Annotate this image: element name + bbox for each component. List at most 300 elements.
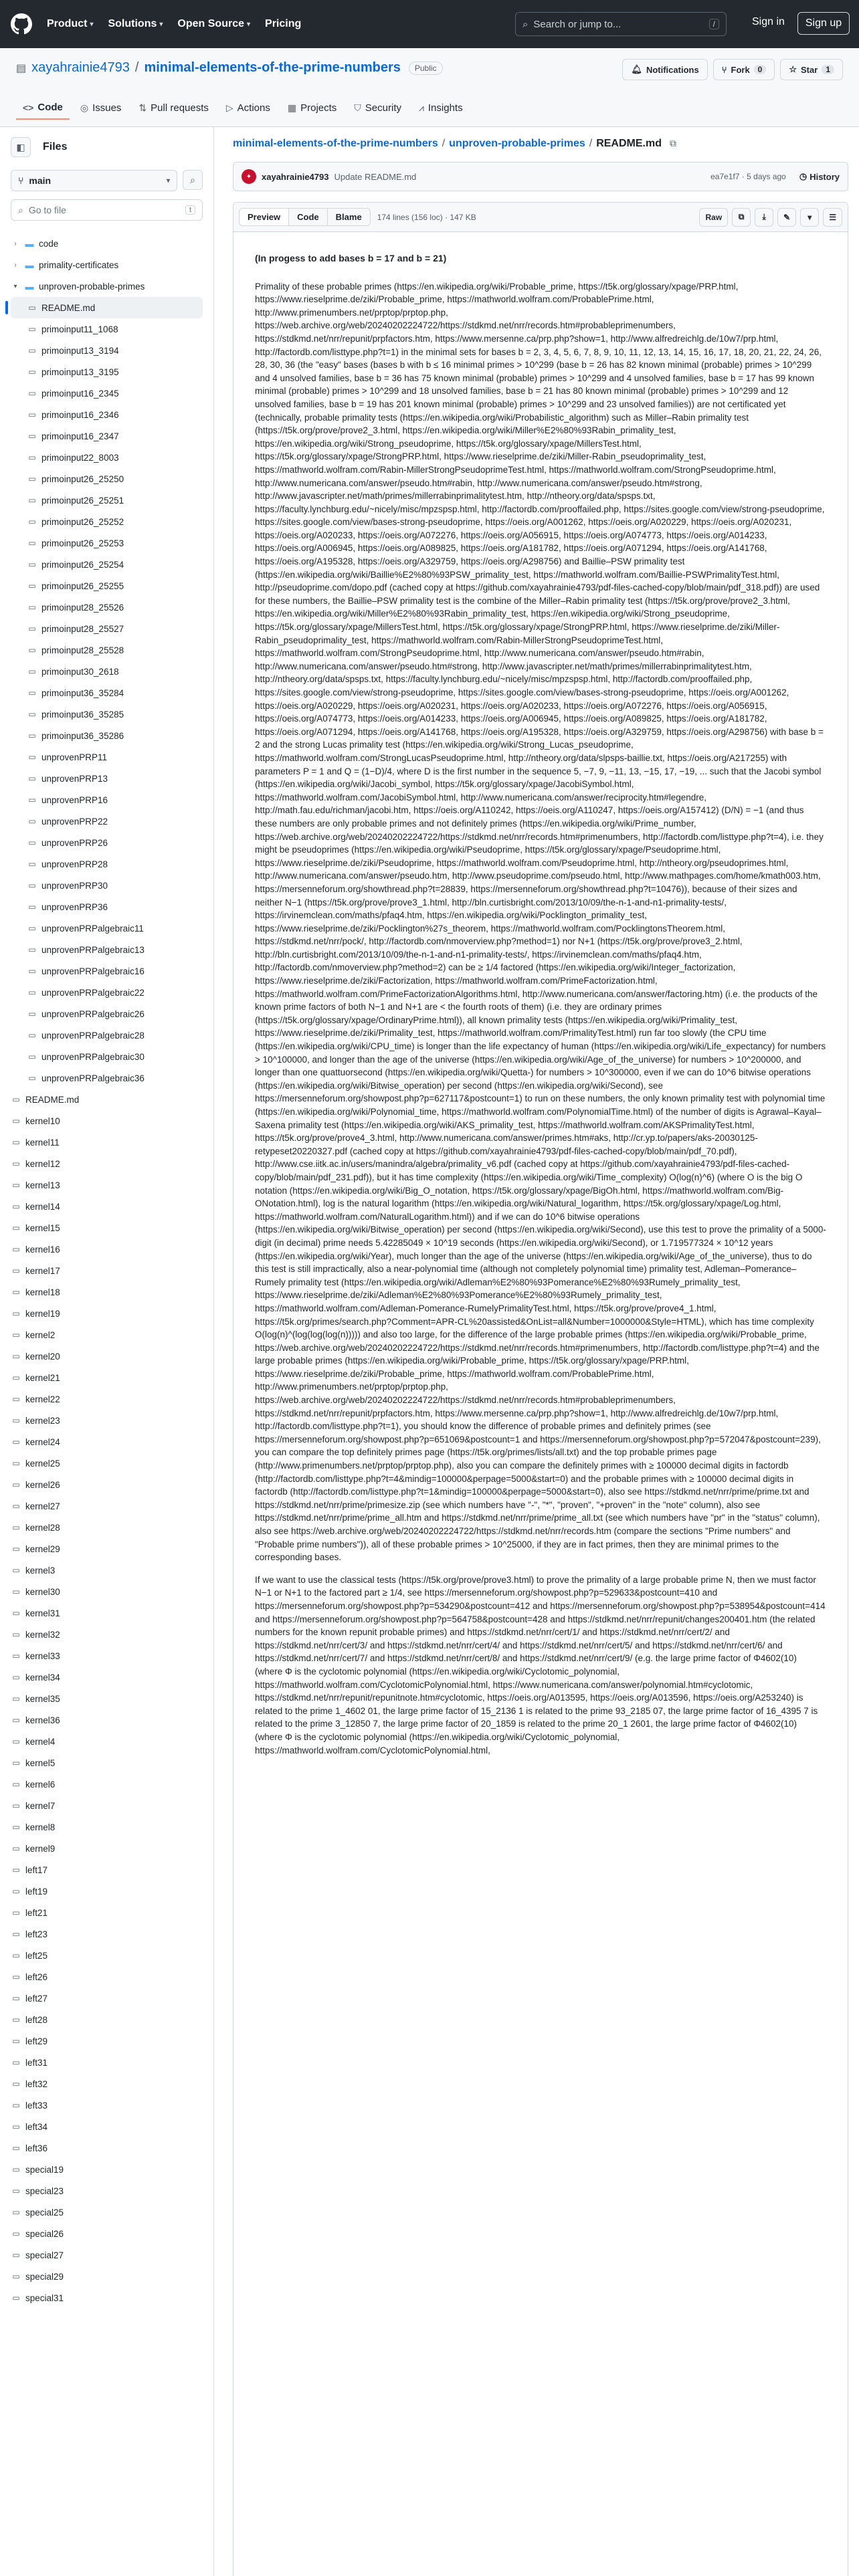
- file-icon: ▭: [12, 1544, 20, 1553]
- tree-item-label: kernel30: [25, 1586, 60, 1597]
- file-icon: ▭: [12, 1673, 20, 1682]
- tree-item-label: left31: [25, 2057, 48, 2068]
- tree-file[interactable]: [11, 1667, 203, 1688]
- file-icon: ▭: [12, 2122, 20, 2131]
- tree-item-label: left25: [25, 1950, 48, 1961]
- tree-item-label: unprovenPRP30: [41, 880, 108, 891]
- file-icon: ▭: [12, 1651, 20, 1660]
- copy-icon: ⧉: [738, 212, 745, 221]
- tree-item-label: kernel4: [25, 1736, 56, 1747]
- tree-item-label: unprovenPRPalgebraic30: [41, 1051, 145, 1062]
- tree-file[interactable]: [11, 2159, 203, 2180]
- tree-item-label: left34: [25, 2121, 48, 2132]
- chevron-down-icon: ▾: [166, 177, 170, 185]
- file-icon: ▭: [12, 1480, 20, 1489]
- tree-item-label: primoinput13_3194: [41, 345, 119, 356]
- chevron-right-icon[interactable]: ›: [14, 239, 17, 247]
- github-logo-icon[interactable]: [11, 13, 32, 35]
- history-icon: ◷: [799, 171, 807, 181]
- tree-file[interactable]: [11, 1752, 203, 1774]
- download-icon: ⤓: [762, 212, 766, 221]
- tree-file[interactable]: [11, 318, 203, 340]
- tree-item-label: unprovenPRP22: [41, 816, 108, 827]
- file-icon: ▭: [28, 752, 36, 762]
- search-files-button[interactable]: [183, 170, 203, 190]
- file-icon: ▭: [12, 1994, 20, 2003]
- star-button[interactable]: [780, 59, 843, 80]
- readme-heading: (In progess to add bases b = 17 and b = 21): [255, 253, 447, 263]
- tab-projects-label: Projects: [300, 102, 337, 114]
- edit-button[interactable]: [777, 208, 796, 227]
- tree-file[interactable]: [11, 1431, 203, 1453]
- file-icon: ▭: [12, 1694, 20, 1703]
- file-icon: ▭: [28, 453, 36, 462]
- pencil-icon: ✎: [783, 212, 791, 222]
- file-icon: ▭: [12, 1352, 20, 1361]
- tree-file[interactable]: [11, 896, 203, 918]
- file-icon: ▭: [12, 1202, 20, 1211]
- tree-item-label: kernel33: [25, 1650, 60, 1661]
- tab-pull-requests[interactable]: [132, 96, 215, 120]
- nav-pricing-label: Pricing: [265, 18, 302, 29]
- tree-file[interactable]: [11, 2223, 203, 2244]
- tree-item-label: kernel25: [25, 1458, 60, 1469]
- tree-item-label: primoinput30_2618: [41, 666, 119, 677]
- tree-item-label: kernel15: [25, 1222, 60, 1233]
- tree-item-label: primoinput16_2346: [41, 409, 119, 420]
- tree-item-label: kernel23: [25, 1415, 60, 1426]
- file-icon: ▭: [28, 389, 36, 398]
- history-button[interactable]: [799, 171, 840, 182]
- tree-item-label: kernel3: [25, 1565, 56, 1576]
- branch-row: [11, 170, 203, 191]
- tree-item-label: unprovenPRPalgebraic13: [41, 944, 145, 955]
- tree-file[interactable]: [11, 425, 203, 447]
- tree-file[interactable]: [11, 1003, 203, 1025]
- collapse-sidebar-button[interactable]: [11, 137, 31, 157]
- file-icon: ▭: [12, 1951, 20, 1960]
- tree-file[interactable]: [11, 1346, 203, 1367]
- repo-title-separator: /: [134, 60, 139, 75]
- tree-file[interactable]: [11, 1602, 203, 1624]
- tree-item-label: primoinput26_25252: [41, 516, 124, 527]
- tree-item-label: unprovenPRPalgebraic36: [41, 1073, 145, 1083]
- file-icon: ▭: [28, 603, 36, 612]
- avatar[interactable]: ✦: [242, 169, 256, 184]
- tree-item-label: kernel32: [25, 1629, 60, 1640]
- tree-file[interactable]: [11, 618, 203, 639]
- file-tools: [699, 208, 842, 227]
- branch-selector[interactable]: [11, 170, 177, 191]
- tree-item-label: unprovenPRP11: [41, 752, 108, 762]
- file-icon: ▭: [12, 1715, 20, 1725]
- tree-item-label: kernel18: [25, 1287, 60, 1297]
- tab-projects[interactable]: [281, 96, 343, 120]
- file-icon: ▭: [12, 2250, 20, 2260]
- file-meta: 174 lines (156 loc) · 147 KB: [377, 212, 476, 222]
- file-icon: ▭: [12, 1245, 20, 1254]
- tree-item-label: kernel16: [25, 1244, 60, 1255]
- tree-file[interactable]: [11, 2009, 203, 2030]
- file-icon: ▭: [28, 1031, 36, 1040]
- tree-file[interactable]: [11, 1153, 203, 1174]
- tree-item-label: left26: [25, 1971, 48, 1982]
- go-to-file-input[interactable]: [11, 199, 203, 221]
- file-icon: ▭: [12, 2143, 20, 2153]
- tab-pull-requests-label: Pull requests: [151, 102, 209, 114]
- tree-file[interactable]: [11, 1303, 203, 1324]
- tree-file[interactable]: [11, 511, 203, 532]
- file-icon: ▭: [12, 1822, 20, 1832]
- tree-file[interactable]: [11, 1795, 203, 1816]
- repo-name-link[interactable]: minimal-elements-of-the-prime-numbers: [144, 60, 401, 75]
- tree-file[interactable]: [11, 532, 203, 554]
- tree-file[interactable]: [11, 2052, 203, 2073]
- file-icon: ▭: [28, 945, 36, 954]
- sidebar-header: [11, 135, 203, 159]
- tree-file[interactable]: [11, 575, 203, 597]
- tree-file[interactable]: [11, 853, 203, 875]
- tree-file[interactable]: [11, 2095, 203, 2116]
- tree-file[interactable]: [11, 597, 203, 618]
- tree-file[interactable]: [11, 704, 203, 725]
- file-icon: ▭: [28, 774, 36, 783]
- tree-file[interactable]: [11, 1816, 203, 1838]
- tree-file[interactable]: [11, 2180, 203, 2202]
- global-search[interactable]: [515, 12, 727, 36]
- file-icon: ▭: [28, 367, 36, 377]
- file-icon: ▭: [12, 2186, 20, 2195]
- tree-item-label: kernel22: [25, 1394, 60, 1404]
- file-icon: ▭: [12, 2272, 20, 2281]
- tree-item-label: kernel34: [25, 1672, 60, 1683]
- code-tab[interactable]: Code: [289, 209, 328, 225]
- file-icon: ▭: [28, 517, 36, 526]
- tab-insights-label: Insights: [427, 102, 463, 114]
- tree-file[interactable]: [11, 1624, 203, 1645]
- file-icon: ▭: [12, 2101, 20, 2110]
- tree-file[interactable]: [11, 297, 203, 318]
- tree-item-label: kernel7: [25, 1800, 56, 1811]
- tree-item-label: primoinput26_25251: [41, 495, 124, 506]
- breadcrumb-file: README.md: [596, 138, 662, 149]
- tree-item-label: kernel31: [25, 1608, 60, 1618]
- tree-file[interactable]: [11, 2202, 203, 2223]
- tree-file[interactable]: [11, 1217, 203, 1239]
- tree-file[interactable]: [11, 1709, 203, 1731]
- repo-owner-link[interactable]: xayahrainie4793: [31, 60, 130, 75]
- tab-issues[interactable]: [74, 96, 128, 120]
- tree-file[interactable]: [11, 1025, 203, 1046]
- tree-item-label: README.md: [41, 302, 96, 313]
- repo-title: [16, 60, 443, 76]
- tree-item-label: primoinput26_25253: [41, 538, 124, 548]
- tree-item-label: primoinput28_25527: [41, 623, 124, 634]
- file-icon: ▭: [28, 1052, 36, 1061]
- tree-file[interactable]: [11, 1774, 203, 1795]
- tree-item-label: left17: [25, 1864, 48, 1875]
- tree-file[interactable]: [11, 1881, 203, 1902]
- tree-item-label: special19: [25, 2164, 64, 2175]
- file-icon: ▭: [12, 1929, 20, 1939]
- file-icon: ▭: [12, 1844, 20, 1853]
- tree-file[interactable]: [11, 2244, 203, 2266]
- file-icon: ▭: [12, 1223, 20, 1232]
- breadcrumb-repo[interactable]: minimal-elements-of-the-prime-numbers: [233, 138, 438, 149]
- file-icon: ▭: [28, 303, 36, 312]
- commit-message[interactable]: Update README.md: [334, 171, 417, 182]
- tree-folder[interactable]: [11, 254, 203, 276]
- tree-file[interactable]: [11, 1966, 203, 1988]
- folder-icon: ▬: [25, 259, 34, 270]
- tree-item-label: special25: [25, 2207, 64, 2218]
- tree-file[interactable]: [11, 2116, 203, 2137]
- tree-file[interactable]: [11, 447, 203, 468]
- tree-file[interactable]: [11, 1260, 203, 1281]
- tab-insights[interactable]: [412, 96, 470, 120]
- tree-file[interactable]: [11, 468, 203, 490]
- tree-file[interactable]: [11, 1581, 203, 1602]
- chevron-down-icon[interactable]: ▾: [13, 282, 17, 290]
- file-icon: ▭: [28, 431, 36, 441]
- slash-shortcut-icon: /: [709, 19, 719, 29]
- search-icon: ⌕: [190, 174, 195, 185]
- tree-folder[interactable]: [11, 276, 203, 297]
- tree-file[interactable]: [11, 682, 203, 704]
- tree-file[interactable]: [11, 1281, 203, 1303]
- download-button[interactable]: [755, 208, 773, 227]
- tree-file[interactable]: [11, 1517, 203, 1538]
- tree-item-label: left32: [25, 2078, 48, 2089]
- sign-up-button[interactable]: Sign up: [797, 12, 850, 35]
- tree-item-label: kernel12: [25, 1158, 60, 1169]
- tab-security-label: Security: [365, 102, 401, 114]
- file-icon: ▭: [12, 1972, 20, 1981]
- tree-file[interactable]: [11, 1174, 203, 1196]
- tree-file[interactable]: [11, 1988, 203, 2009]
- tab-actions-label: Actions: [237, 102, 270, 114]
- tree-file[interactable]: [11, 1731, 203, 1752]
- file-icon: ▭: [12, 1373, 20, 1382]
- breadcrumb-folder[interactable]: unproven-probable-primes: [449, 138, 585, 149]
- file-icon: ▭: [12, 1116, 20, 1125]
- copy-path-icon[interactable]: ⧉: [669, 138, 676, 148]
- tree-file[interactable]: [11, 1089, 203, 1110]
- tab-code[interactable]: [16, 96, 70, 120]
- branch-name: main: [29, 175, 52, 186]
- fork-label: Fork: [731, 64, 750, 75]
- tree-item-label: left36: [25, 2143, 48, 2153]
- tree-file[interactable]: [11, 639, 203, 661]
- file-icon: ▭: [12, 2229, 20, 2238]
- file-icon: ▭: [28, 645, 36, 655]
- tree-file[interactable]: [11, 1474, 203, 1495]
- blame-tab[interactable]: Blame: [328, 209, 370, 225]
- tree-file[interactable]: [11, 2266, 203, 2287]
- file-icon: ▭: [28, 966, 36, 976]
- tree-file[interactable]: [11, 1923, 203, 1945]
- tree-file[interactable]: [11, 960, 203, 982]
- tree-item-label: primoinput36_35286: [41, 730, 124, 741]
- tree-item-label: primoinput16_2347: [41, 431, 119, 441]
- tree-file[interactable]: [11, 1367, 203, 1388]
- tree-file[interactable]: [11, 939, 203, 960]
- notifications-button[interactable]: [622, 59, 707, 80]
- tree-item-label: kernel35: [25, 1693, 60, 1704]
- copy-raw-button[interactable]: [732, 208, 751, 227]
- tree-item-label: kernel21: [25, 1372, 60, 1383]
- breadcrumb: [233, 138, 676, 150]
- tree-item-label: left23: [25, 1929, 48, 1939]
- file-icon: ▭: [28, 410, 36, 419]
- repo-actions: [622, 59, 843, 80]
- star-icon: ☆: [789, 64, 797, 74]
- tree-file[interactable]: [11, 1410, 203, 1431]
- fork-button[interactable]: [713, 59, 775, 80]
- tree-file[interactable]: [11, 1388, 203, 1410]
- file-icon: ▭: [28, 731, 36, 740]
- file-icon: ▭: [28, 817, 36, 826]
- tree-file[interactable]: [11, 1859, 203, 1881]
- tree-item-label: special27: [25, 2250, 64, 2260]
- chevron-down-icon: ▾: [159, 20, 163, 28]
- file-icon: ▭: [28, 688, 36, 697]
- tree-file[interactable]: [11, 1196, 203, 1217]
- tree-file[interactable]: [11, 1324, 203, 1346]
- tree-file[interactable]: [11, 832, 203, 853]
- tree-item-label: kernel24: [25, 1436, 60, 1447]
- tree-file[interactable]: [11, 1067, 203, 1089]
- file-icon: ▭: [12, 1330, 20, 1339]
- folder-open-icon: ▬: [25, 281, 34, 292]
- file-icon: ▭: [12, 1758, 20, 1767]
- sidebar-title: Files: [43, 141, 68, 152]
- tree-file[interactable]: [11, 1645, 203, 1667]
- tree-item-label: left29: [25, 2036, 48, 2046]
- tree-file[interactable]: [11, 1453, 203, 1474]
- file-viewer-header: [233, 203, 848, 232]
- tree-item-label: unprovenPRP28: [41, 859, 108, 869]
- preview-tab[interactable]: Preview: [240, 209, 289, 225]
- tree-file[interactable]: [11, 725, 203, 746]
- sign-in-link[interactable]: Sign in: [752, 16, 785, 27]
- tree-file[interactable]: [11, 2030, 203, 2052]
- nav-solutions[interactable]: [108, 18, 163, 30]
- file-icon: ▭: [12, 1266, 20, 1275]
- tree-file[interactable]: [11, 811, 203, 832]
- file-icon: ▭: [12, 1180, 20, 1190]
- file-icon: ▭: [28, 624, 36, 633]
- tree-file[interactable]: [11, 1560, 203, 1581]
- tree-item-label: primoinput28_25528: [41, 645, 124, 655]
- commit-author[interactable]: xayahrainie4793: [262, 171, 329, 182]
- tree-file[interactable]: [11, 1902, 203, 1923]
- more-options-button[interactable]: [800, 208, 819, 227]
- nav-open-source-label: Open Source: [177, 18, 244, 29]
- tree-file[interactable]: [11, 383, 203, 404]
- tab-code-label: Code: [37, 102, 63, 113]
- sidebar-collapse-icon: ◧: [16, 141, 25, 152]
- nav-pricing[interactable]: [265, 18, 301, 30]
- tree-file[interactable]: [11, 746, 203, 768]
- tree-item-label: primality-certificates: [39, 259, 119, 270]
- file-icon: ▭: [28, 795, 36, 804]
- file-icon: ▭: [28, 924, 36, 933]
- file-tree: [11, 233, 203, 2309]
- tree-file[interactable]: [11, 1132, 203, 1153]
- tree-file[interactable]: [11, 875, 203, 896]
- tree-file[interactable]: [11, 361, 203, 383]
- tree-file[interactable]: [11, 340, 203, 361]
- tree-file[interactable]: [11, 789, 203, 811]
- file-icon: ▭: [12, 1780, 20, 1789]
- tree-file[interactable]: [11, 1239, 203, 1260]
- tree-file[interactable]: [11, 1945, 203, 1966]
- chevron-down-icon: ▾: [90, 20, 94, 28]
- tree-file[interactable]: [11, 490, 203, 511]
- tree-file[interactable]: [11, 982, 203, 1003]
- list-icon: ☰: [829, 212, 836, 222]
- tree-file[interactable]: [11, 1838, 203, 1859]
- tree-item-label: special23: [25, 2185, 64, 2196]
- tab-actions[interactable]: [219, 96, 277, 120]
- tree-folder[interactable]: [11, 233, 203, 254]
- file-icon: ▭: [12, 1737, 20, 1746]
- tree-item-label: kernel5: [25, 1757, 56, 1768]
- raw-button[interactable]: Raw: [699, 208, 728, 227]
- file-icon: ▭: [28, 474, 36, 484]
- tree-item-label: special26: [25, 2228, 64, 2239]
- tree-item-label: kernel36: [25, 1715, 60, 1725]
- tree-file[interactable]: [11, 2137, 203, 2159]
- chevron-down-icon: ▾: [807, 212, 812, 222]
- tree-file[interactable]: [11, 1495, 203, 1517]
- file-icon: ▭: [28, 881, 36, 890]
- tree-file[interactable]: [11, 1538, 203, 1560]
- tree-file[interactable]: [11, 768, 203, 789]
- file-icon: ▭: [12, 1416, 20, 1425]
- folder-icon: ▬: [25, 238, 34, 249]
- nav-product[interactable]: [47, 18, 93, 30]
- tab-security[interactable]: [347, 96, 408, 120]
- file-icon: ▭: [12, 1138, 20, 1147]
- tree-item-label: left21: [25, 1907, 48, 1918]
- tree-file[interactable]: [11, 2287, 203, 2309]
- file-icon: ▭: [12, 1095, 20, 1104]
- file-icon: ▭: [12, 1159, 20, 1168]
- tree-file[interactable]: [11, 2073, 203, 2095]
- tree-file[interactable]: [11, 1046, 203, 1067]
- commit-sha[interactable]: ea7e1f7 · 5 days ago: [710, 172, 786, 181]
- file-icon: ▭: [28, 324, 36, 334]
- file-icon: ▭: [12, 1630, 20, 1639]
- tree-file[interactable]: [11, 1688, 203, 1709]
- tree-file[interactable]: [11, 404, 203, 425]
- tree-file[interactable]: [11, 661, 203, 682]
- tree-item-label: primoinput13_3195: [41, 366, 119, 377]
- tree-file[interactable]: [11, 918, 203, 939]
- nav-open-source[interactable]: [177, 18, 250, 30]
- file-icon: ▭: [12, 2079, 20, 2088]
- pull-request-icon: ⇅: [138, 102, 147, 113]
- file-icon: ▭: [12, 1309, 20, 1318]
- chevron-right-icon[interactable]: ›: [14, 261, 17, 269]
- tree-file[interactable]: [11, 554, 203, 575]
- tree-file[interactable]: [11, 1110, 203, 1132]
- go-to-file-shortcut: t: [185, 205, 195, 215]
- outline-button[interactable]: [823, 208, 842, 227]
- tree-item-label: kernel14: [25, 1201, 60, 1212]
